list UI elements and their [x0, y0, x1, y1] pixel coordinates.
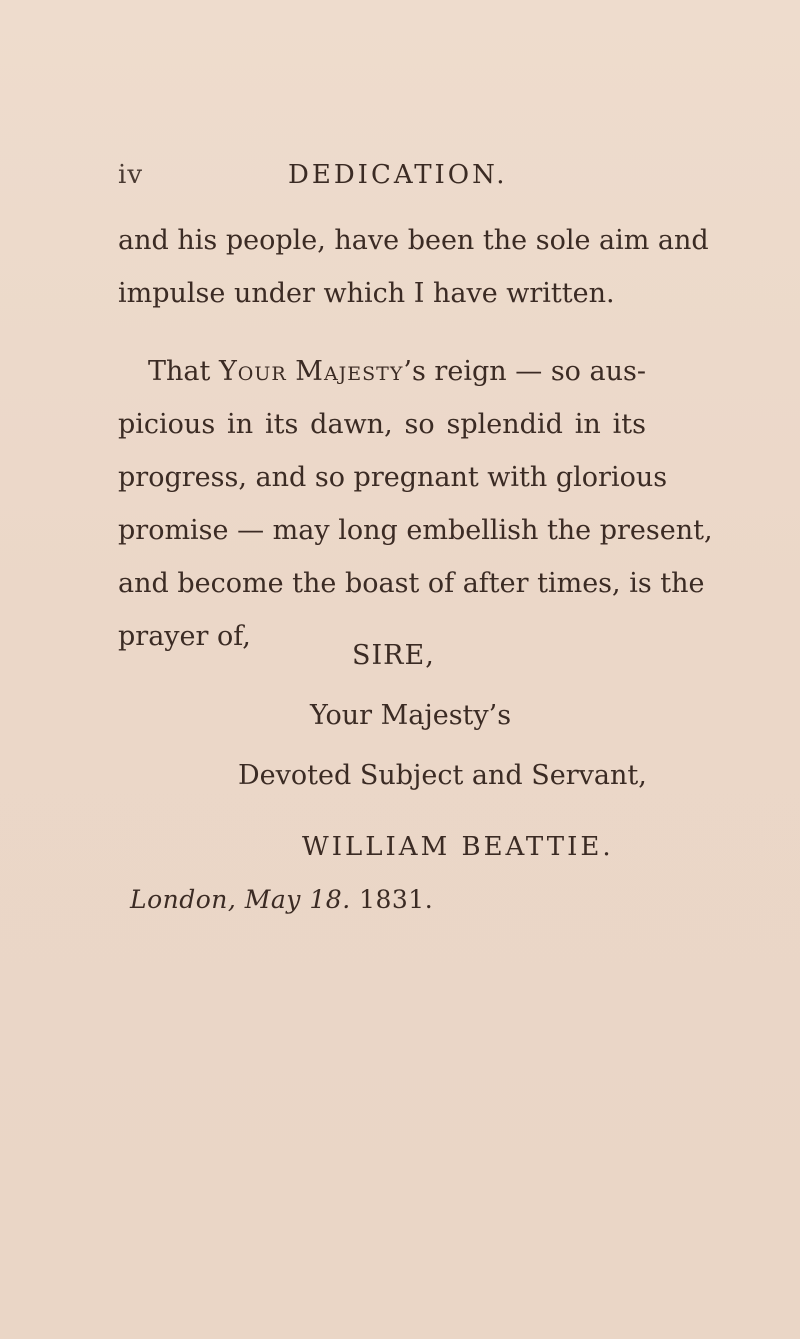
text-fragment: ’s reign — so aus- — [403, 356, 646, 387]
closing-devoted: Devoted Subject and Servant, — [238, 760, 647, 791]
small-caps-your: Your — [218, 356, 287, 387]
year: 1831. — [350, 885, 434, 914]
text-fragment — [287, 356, 296, 387]
place-date — [130, 885, 433, 914]
small-caps-majesty: Majesty — [295, 356, 404, 387]
signature: WILLIAM BEATTIE. — [302, 832, 614, 862]
salutation: SIRE, — [352, 640, 435, 671]
text-fragment: That — [148, 356, 219, 387]
paragraph-2-first-line — [148, 345, 646, 398]
text-line — [148, 345, 646, 398]
place-date-text: London, May 18. — [130, 885, 351, 914]
text-line: promise — may long embellish the present, — [118, 515, 713, 546]
text-line: impulse under which I have written. — [118, 278, 615, 309]
text-line: progress, and so pregnant with glorious — [118, 462, 668, 493]
text-line: picious in its dawn, so splendid in its — [118, 409, 646, 440]
text-line: and his people, have been the sole aim and — [118, 225, 709, 256]
text-line: prayer of, — [118, 621, 251, 652]
paragraph-2 — [118, 398, 713, 663]
running-header — [118, 160, 718, 200]
closing-yours: Your Majesty’s — [310, 700, 512, 731]
page-number: iv — [118, 160, 144, 190]
running-title: DEDICATION. — [288, 160, 508, 190]
paragraph-1 — [118, 214, 709, 320]
text-line: and become the boast of after times, is the — [118, 568, 705, 599]
